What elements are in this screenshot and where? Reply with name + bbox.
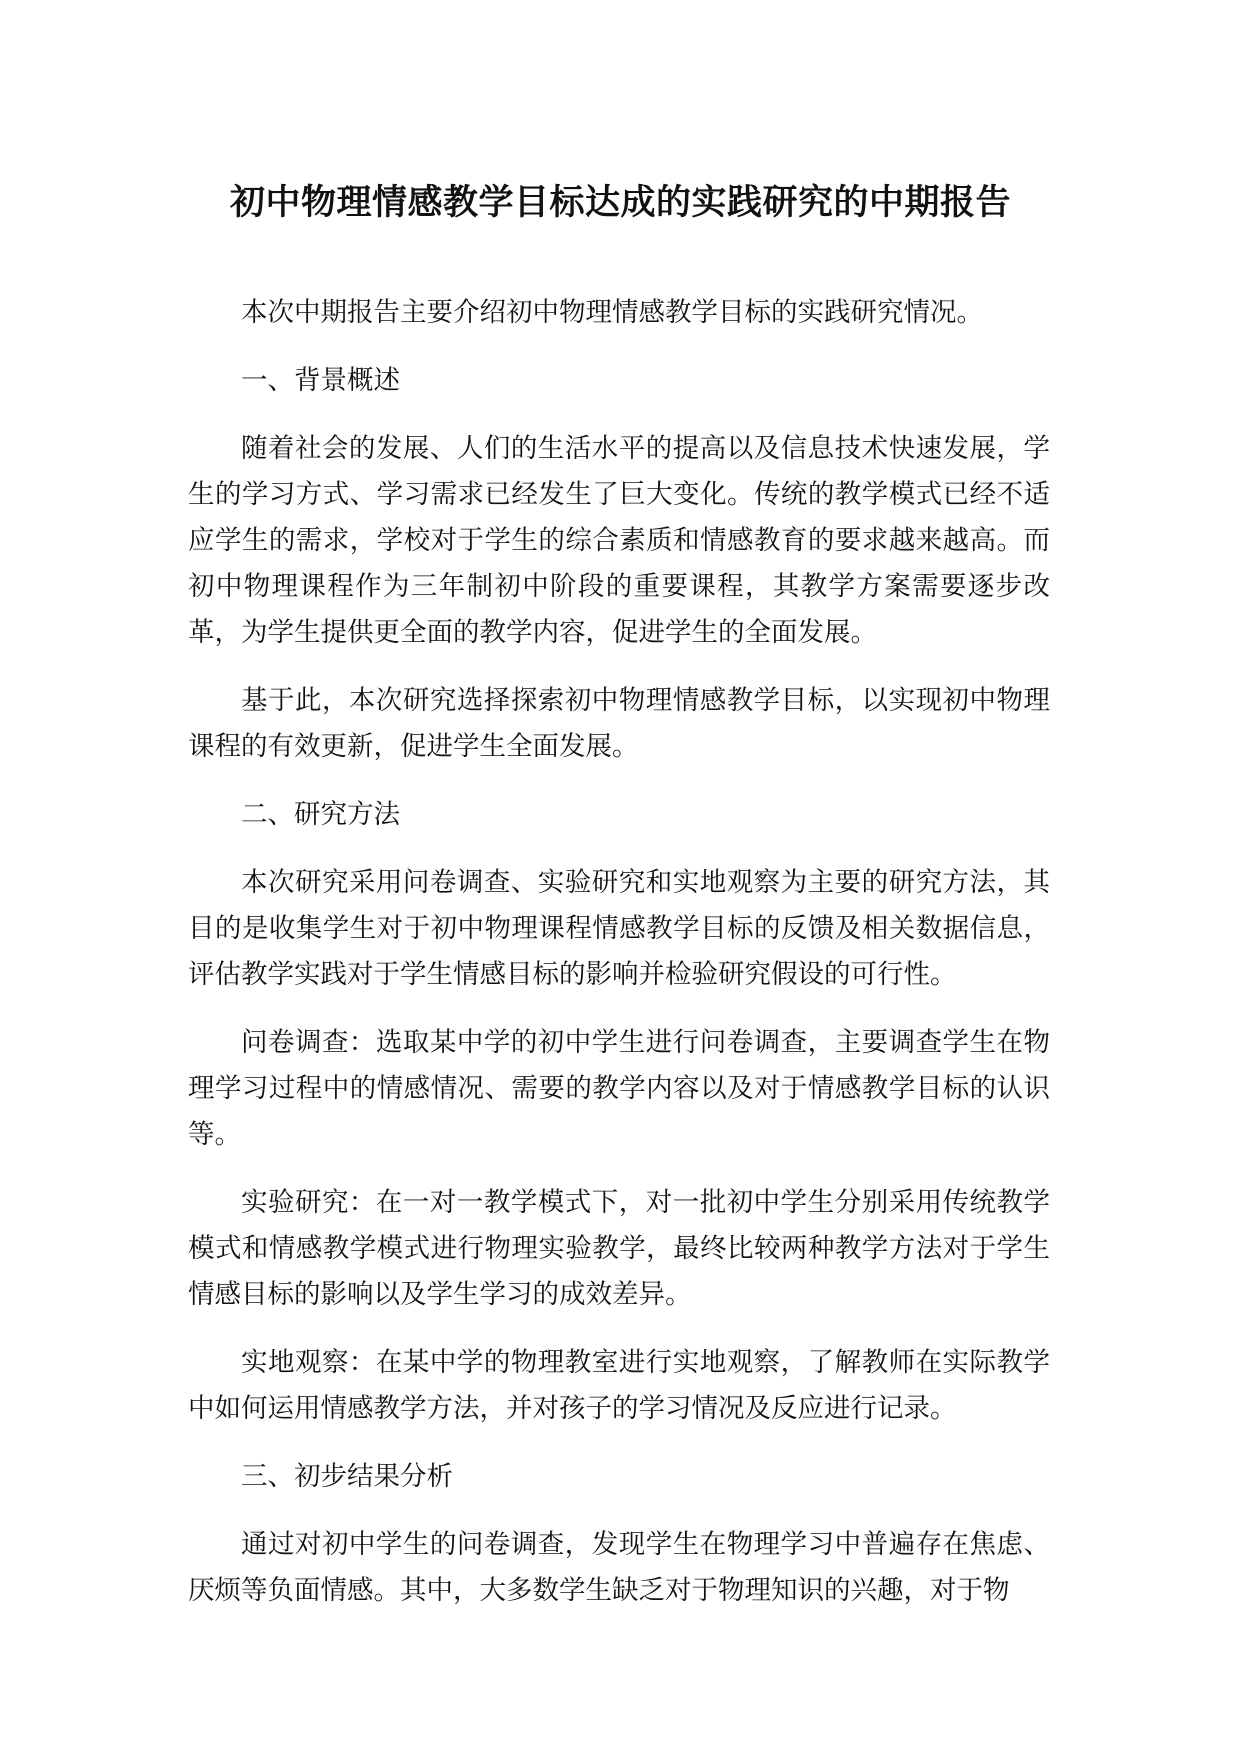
intro-paragraph: 本次中期报告主要介绍初中物理情感教学目标的实践研究情况。 [241,297,983,328]
methods-paragraph-experiment: 实验研究：在一对一教学模式下，对一批初中学生分别采用传统教学模式和情感教学模式进行物理实验教学，最终比较两种教学方法对于学生情感目标的影响以及学生学习的成效差异。 [188,1187,1050,1310]
background-paragraph-2: 基于此，本次研究选择探索初中物理情感教学目标，以实现初中物理课程的有效更新，促进学生全面发展。 [188,685,1050,762]
document-body [188,290,1050,1636]
section-heading-methods: 二、研究方法 [241,799,400,830]
results-paragraph-1: 通过对初中学生的问卷调查，发现学生在物理学习中普遍存在焦虑、厌烦等负面情感。其中，大多数学生缺乏对于物理知识的兴趣，对于物 [188,1529,1050,1606]
methods-paragraph-observation: 实地观察：在某中学的物理教室进行实地观察，了解教师在实际教学中如何运用情感教学方法，并对孩子的学习情况及反应进行记录。 [188,1347,1050,1424]
section-heading-results: 三、初步结果分析 [241,1461,453,1492]
methods-paragraph-survey: 问卷调查：选取某中学的初中学生进行问卷调查，主要调查学生在物理学习过程中的情感情况、需要的教学内容以及对于情感教学目标的认识等。 [188,1027,1050,1150]
document-title: 初中物理情感教学目标达成的实践研究的中期报告 [229,183,1011,223]
section-heading-background: 一、背景概述 [241,365,400,396]
background-paragraph-1: 随着社会的发展、人们的生活水平的提高以及信息技术快速发展，学生的学习方式、学习需求已经发生了巨大变化。传统的教学模式已经不适应学生的需求，学校对于学生的综合素质和情感教育的要求越来越高。而初中物理课程作为三年制初中阶段的重要课程，其教学方案需要逐步改革，为学生提供更全面的教学内容，促进学生的全面发展。 [188,433,1050,648]
methods-paragraph-1: 本次研究采用问卷调查、实验研究和实地观察为主要的研究方法，其目的是收集学生对于初中物理课程情感教学目标的反馈及相关数据信息，评估教学实践对于学生情感目标的影响并检验研究假设的可行性。 [188,867,1050,990]
